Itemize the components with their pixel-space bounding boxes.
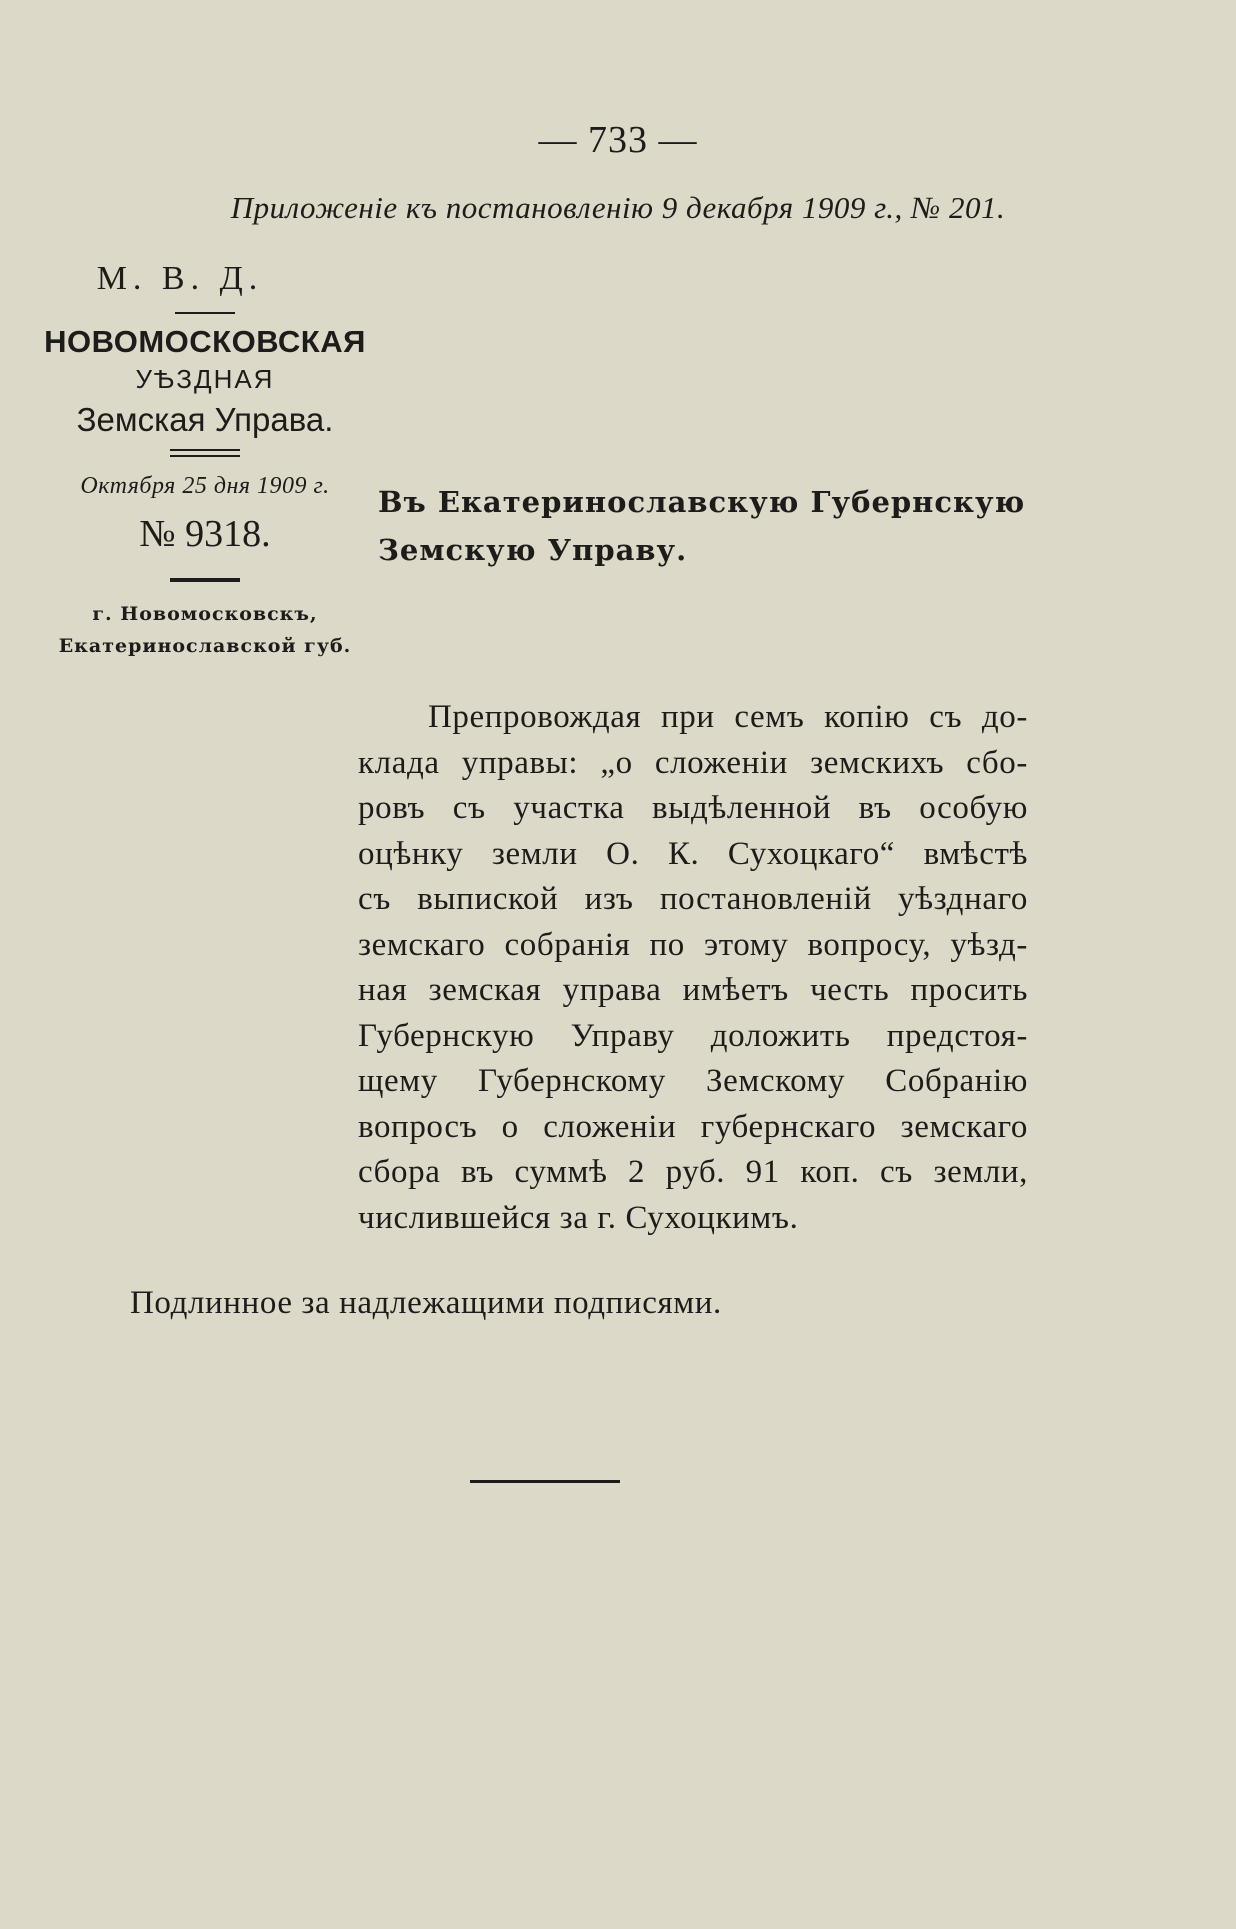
place-line-2: Екатеринославской губ. [58,635,352,657]
page-number: — 733 — [538,119,698,161]
double-divider [170,449,240,457]
signature-note: Подлинное за надлежащими подписями. [130,1285,722,1321]
ministry-abbrev: М. В. Д. [96,260,264,297]
body-line: клада управы: „о сложеніи земскихъ сбо- [358,744,1028,781]
body-line: вопросъ о сложеніи губернскаго земскаго [358,1108,1028,1145]
org-subtitle: УѢЗДНАЯ [135,364,275,394]
body-line: земскаго собранія по этому вопросу, уѣзд- [358,926,1028,963]
body-line: Препровождая при семъ копію съ до- [428,699,1028,735]
place-line-1: г. Новомосковскъ, [92,603,318,625]
end-divider [470,1480,620,1483]
body-line: ная земская управа имѣетъ честь просить [358,972,1028,1008]
body-line: съ выпиской изъ постановленій уѣзднаго [358,881,1028,917]
body-line: щему Губернскому Земскому Собранію [358,1063,1028,1099]
addressee [378,478,1038,574]
body-line: оцѣнку земли О. К. Сухоцкаго“ вмѣстѣ [358,835,1028,872]
letter-body [358,695,1028,1241]
org-board: Земская Управа. [76,401,334,438]
document-number: № 9318. [139,513,271,555]
letterhead [40,260,370,662]
body-line: числившейся за г. Сухоцкимъ. [358,1199,799,1236]
appendix-note: Приложеніе къ постановленію 9 декабря 1909 г., № 201. [230,190,1006,225]
addressee-line-1: Въ Екатеринославскую Губернскую [378,485,1026,519]
letter-date: Октября 25 дня 1909 г. [80,473,330,499]
body-line: ровъ съ участка выдѣленной въ особую [358,790,1028,826]
org-name: НОВОМОСКОВСКАЯ [44,324,366,359]
divider [175,312,235,314]
divider-thick [170,578,240,582]
body-line: Губернскую Управу доложить предстоя- [358,1017,1028,1054]
addressee-line-2: Земскую Управу. [378,533,688,567]
body-line: сбора въ суммѣ 2 руб. 91 коп. съ земли, [358,1154,1028,1190]
